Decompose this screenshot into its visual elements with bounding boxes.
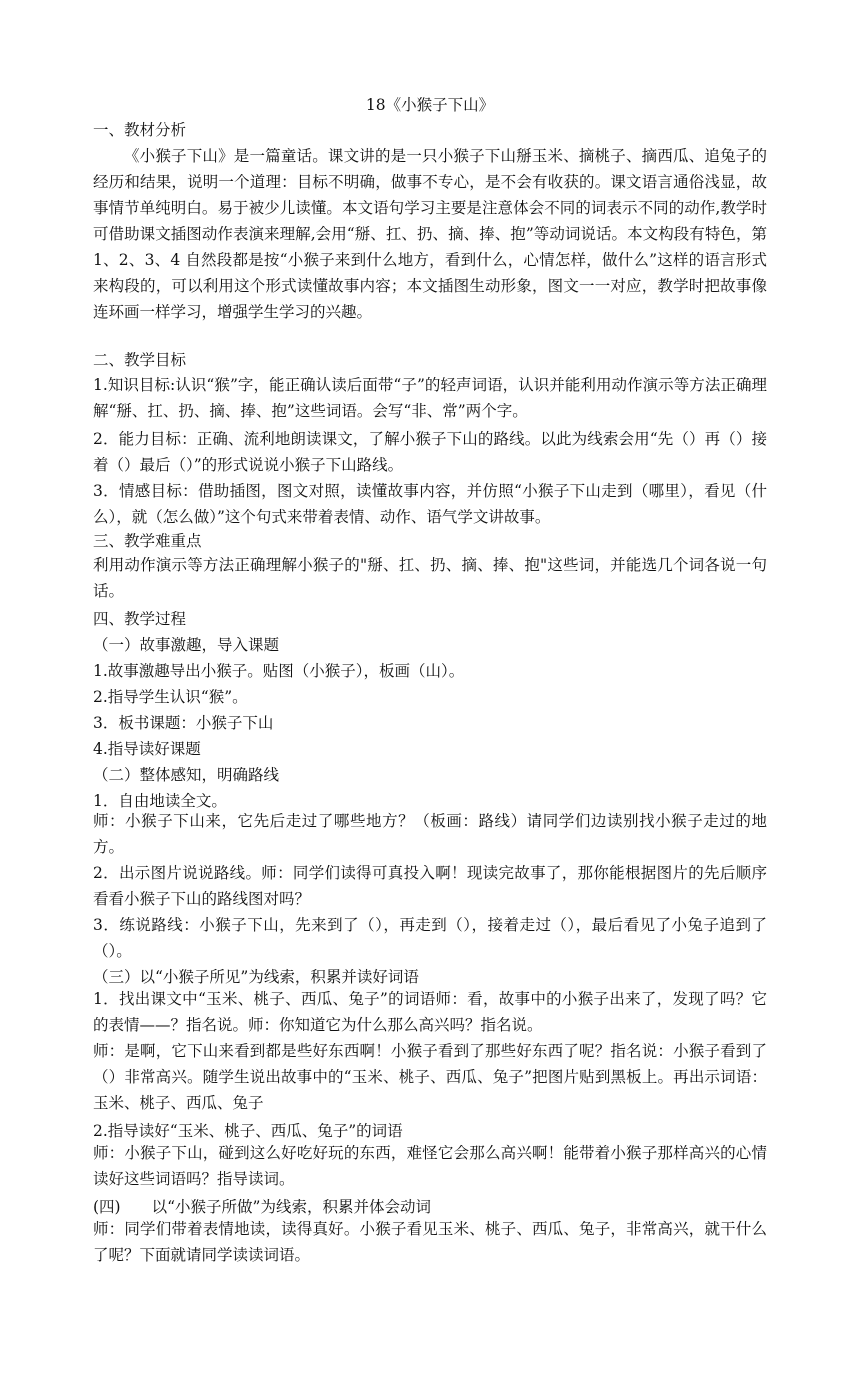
process-item: 3．板书课题：小猴子下山: [93, 714, 274, 732]
process-item: 4.指导读好课题: [93, 740, 201, 758]
process-step-1-heading: （一）故事激趣，导入课题: [93, 636, 280, 654]
difficulty-paragraph: 利用动作演示等方法正确理解小猴子的"掰、扛、扔、摘、捧、抱"这些词，并能选几个词各说一句话。: [93, 556, 767, 600]
section-heading-analysis: 一、教材分析: [93, 121, 187, 139]
section-heading-goals: 二、教学目标: [93, 351, 187, 369]
section-heading-process: 四、教学过程: [93, 610, 187, 628]
process-item: 师：小猴子下山来，它先后走过了哪些地方？（板画：路线）请同学们边读别找小猴子走过的地方。: [93, 812, 767, 856]
document-title: 18《小猴子下山》: [365, 96, 495, 114]
process-step-2-heading: （二）整体感知，明确路线: [93, 766, 280, 784]
process-item: 1．自由地读全文。: [93, 792, 227, 810]
analysis-paragraph: 《小猴子下山》是一篇童话。课文讲的是一只小猴子下山掰玉米、摘桃子、摘西瓜、追兔子的经历和结果，说明一个道理：目标不明确，做事不专心，是不会有收获的。课文语言通俗浅显，故事情节单纯明白。易于被少儿读懂。本文语句学习主要是注意体会不同的词表示不同的动作,教学时可借助课文插图动作表演来理解,会用“掰、扛、扔、摘、捧、抱”等动词说话。本文构段有特色，第 1、2、3、4 自然段都是按“小猴子来到什么地方，看到什么，心情怎样，做什么”这样的语言形式来构段的，可以利用这个形式读懂故事内容；本文插图生动形象，图文一一对应，教学时把故事像连环画一样学习，增强学生学习的兴趣。: [93, 147, 767, 321]
process-item: 2.指导学生认识“猴”。: [93, 688, 248, 706]
goal-emotion: 3．情感目标：借助插图，图文对照，读懂故事内容，并仿照“小猴子下山走到（哪里），看见（什么），就（怎么做）”这个句式来带着表情、动作、语气学文讲故事。: [93, 482, 767, 526]
process-item: 师：小猴子下山，碰到这么好吃好玩的东西，难怪它会那么高兴啊！能带着小猴子那样高兴的心情读好这些词语吗？指导读词。: [93, 1144, 767, 1188]
process-step-4-heading: (四) 以“小猴子所做”为线索，积累并体会动词: [93, 1198, 431, 1216]
process-item: 2．出示图片说说路线。师：同学们读得可真投入啊！现读完故事了，那你能根据图片的先后顺序看看小猴子下山的路线图对吗？: [93, 864, 767, 908]
process-item: 2.指导读好“玉米、桃子、西瓜、兔子”的词语: [93, 1122, 403, 1140]
section-heading-difficulty: 三、教学难重点: [93, 532, 202, 550]
process-step-3-heading: （三）以“小猴子所见”为线索，积累并读好词语: [93, 968, 419, 986]
process-item: 1．找出课文中“玉米、桃子、西瓜、兔子”的词语师：看，故事中的小猴子出来了，发现了吗？它的表情——？指名说。师：你知道它为什么那么高兴吗？指名说。: [93, 990, 767, 1034]
process-item: 师：同学们带着表情地读，读得真好。小猴子看见玉米、桃子、西瓜、兔子，非常高兴，就干什么了呢？下面就请同学读读词语。: [93, 1220, 767, 1264]
goal-ability: 2．能力目标：正确、流利地朗读课文，了解小猴子下山的路线。以此为线索会用“先（）再（）接着（）最后（）”的形式说说小猴子下山路线。: [93, 430, 767, 474]
process-item: 1.故事激趣导出小猴子。贴图（小猴子），板画（山）。: [93, 662, 465, 680]
goal-knowledge: 1.知识目标:认识“猴”字，能正确认读后面带“子”的轻声词语，认识并能利用动作演示等方法正确理解“掰、扛、扔、摘、捧、抱”这些词语。会写“非、常”两个字。: [93, 376, 767, 420]
process-item: 师：是啊，它下山来看到都是些好东西啊！小猴子看到了那些好东西了呢？指名说：小猴子看到了（）非常高兴。随学生说出故事中的“玉米、桃子、西瓜、兔子”把图片贴到黑板上。再出示词语：玉米、桃子、西瓜、兔子: [93, 1042, 767, 1112]
process-item: 3．练说路线：小猴子下山，先来到了（），再走到（），接着走过（），最后看见了小兔子追到了（）。: [93, 916, 767, 960]
